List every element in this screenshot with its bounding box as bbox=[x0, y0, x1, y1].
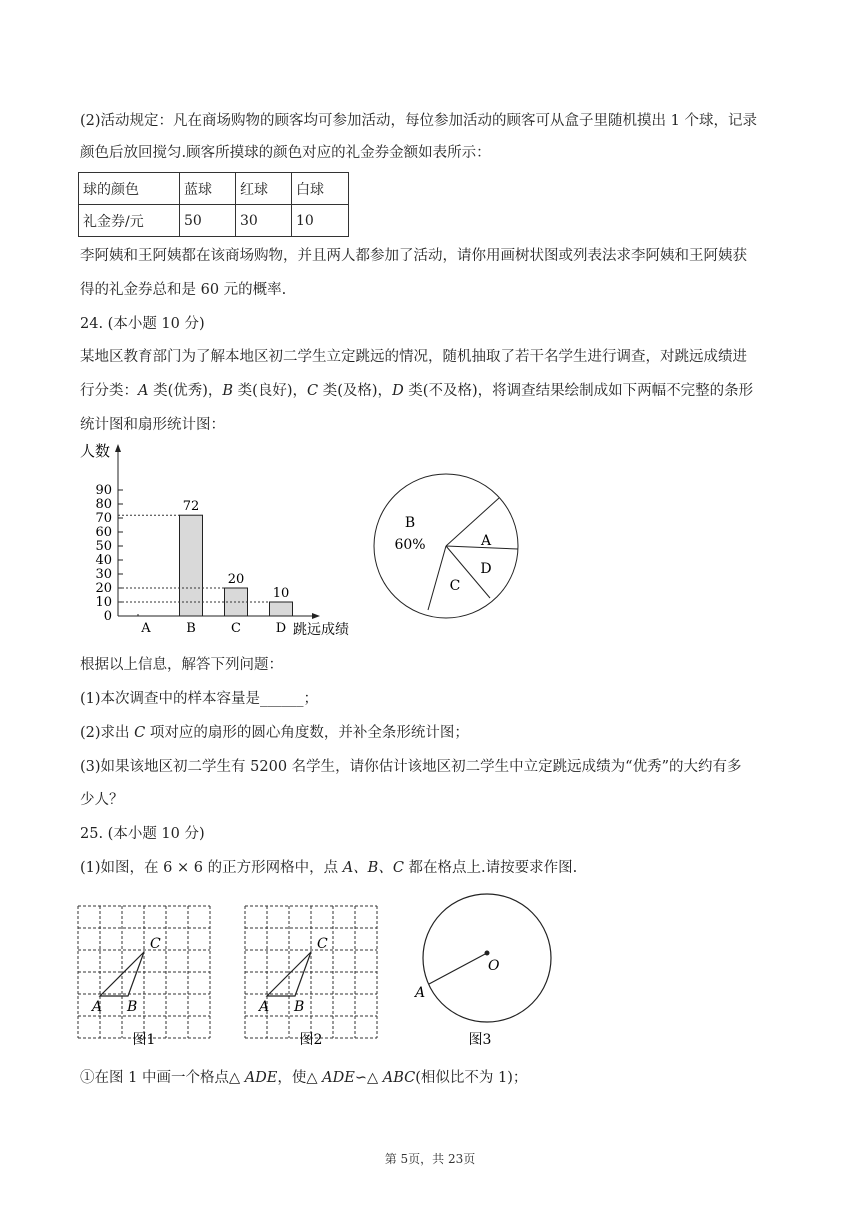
q24-s3a: (3)如果该地区初二学生有 5200 名学生，请你估计该地区初二学生中立定跳远成绩为“优秀”的大约有多 bbox=[80, 759, 742, 775]
x-axis-label: 跳远成绩 bbox=[293, 622, 349, 638]
pie-label-B: B bbox=[404, 515, 416, 531]
point-A-label: A bbox=[92, 999, 103, 1015]
text: ，使 bbox=[277, 1070, 307, 1086]
x-axis-arrow bbox=[312, 613, 320, 619]
q25-heading: 25. (本小题 10 分) bbox=[80, 826, 205, 842]
text: (相似比不为 1)； bbox=[415, 1070, 528, 1086]
q23-line4: 得的礼金券总和是 60 元的概率. bbox=[80, 282, 287, 298]
y-tick-label: 10 bbox=[95, 595, 112, 610]
table-cell: 白球 bbox=[292, 173, 349, 205]
point-C-label: C bbox=[150, 936, 161, 952]
y-tick-label: 40 bbox=[95, 553, 112, 568]
points-ABC: A、B、C bbox=[342, 860, 404, 876]
text: 都在格点上.请按要求作图. bbox=[403, 860, 578, 876]
bar-value-label: 10 bbox=[272, 586, 290, 601]
point-B-label: B bbox=[294, 999, 305, 1015]
bar-chart bbox=[70, 440, 370, 640]
text: 项对应的扇形的圆心角度数，并补全条形统计图； bbox=[145, 725, 469, 741]
text: 行分类： bbox=[80, 383, 138, 399]
q24-s3b: 少人？ bbox=[80, 792, 124, 808]
q24-heading: 24. (本小题 10 分) bbox=[80, 316, 205, 332]
table-cell: 礼金券/元 bbox=[79, 205, 180, 237]
q24-line3: 统计图和扇形统计图： bbox=[80, 417, 225, 433]
center-point bbox=[485, 951, 490, 956]
table-cell: 红球 bbox=[236, 173, 292, 205]
radius-oa bbox=[429, 953, 487, 984]
text: (1)如图，在 6 × 6 的正方形网格中，点 bbox=[80, 860, 343, 876]
table-cell: 30 bbox=[236, 205, 292, 237]
circle-o bbox=[423, 894, 551, 1022]
page-footer: 第 5页，共 23页 bbox=[384, 1152, 476, 1166]
pie-label-A: A bbox=[480, 533, 492, 549]
var-B: B bbox=[222, 383, 234, 399]
point-C-label: C bbox=[317, 936, 328, 952]
table-row bbox=[79, 205, 349, 237]
dashed-grid bbox=[78, 906, 210, 1038]
q23-line3: 李阿姨和王阿姨都在该商场购物，并且两人都参加了活动，请你用画树状图或列表法求李阿姨和王阿姨获 bbox=[80, 248, 747, 264]
var-D: D bbox=[392, 383, 404, 399]
var-C: C bbox=[134, 725, 146, 741]
bar bbox=[180, 515, 203, 616]
x-tick-label: D bbox=[275, 621, 287, 636]
y-tick-label: 50 bbox=[95, 539, 112, 554]
y-tick-label: 20 bbox=[95, 581, 112, 596]
figure-caption: 图3 bbox=[468, 1032, 492, 1048]
var-C: C bbox=[307, 383, 319, 399]
bar bbox=[270, 602, 293, 616]
table-cell: 蓝球 bbox=[180, 173, 236, 205]
x-tick-label: B bbox=[186, 621, 196, 636]
y-tick-label: 70 bbox=[95, 511, 112, 526]
y-tick-label: 0 bbox=[103, 609, 112, 624]
text: 类(良好)， bbox=[233, 383, 308, 399]
pie-label-D: D bbox=[480, 561, 492, 577]
table-cell: 10 bbox=[292, 205, 349, 237]
text: (2)求出 bbox=[80, 725, 135, 741]
y-tick-label: 60 bbox=[95, 525, 112, 540]
q24-s2 bbox=[80, 722, 780, 744]
y-tick-label: 30 bbox=[95, 567, 112, 582]
figure-caption: 图1 bbox=[132, 1032, 156, 1048]
prize-table bbox=[78, 172, 349, 237]
y-tick-label: 90 bbox=[95, 483, 112, 498]
y-tick-label: 80 bbox=[95, 497, 112, 512]
bar-value-label: 72 bbox=[182, 499, 200, 515]
dashed-grid bbox=[245, 906, 377, 1038]
table-cell: 50 bbox=[180, 205, 236, 237]
table-cell: 球的颜色 bbox=[79, 173, 180, 205]
text: 类(及格)， bbox=[318, 383, 393, 399]
y-axis-arrow bbox=[115, 444, 121, 452]
text: ①在图 1 中画一个格点 bbox=[80, 1070, 229, 1086]
q24-after: 根据以上信息，解答下列问题： bbox=[80, 657, 283, 673]
q24-s1: (1)本次调查中的样本容量是______； bbox=[80, 691, 319, 707]
grid-figure-1 bbox=[78, 906, 218, 1056]
q23-line2: 颜色后放回搅匀.顾客所摸球的颜色对应的礼金券金额如表所示： bbox=[80, 145, 491, 161]
pie-label-C: C bbox=[449, 578, 461, 594]
var-A: A bbox=[138, 383, 149, 399]
figure-caption: 图2 bbox=[299, 1032, 323, 1048]
text: 类(优秀)， bbox=[148, 383, 223, 399]
q24-line1: 某地区教育部门为了解本地区初二学生立定跳远的情况，随机抽取了若干名学生进行调查，对跳远成绩进 bbox=[80, 349, 747, 365]
q25-item1 bbox=[80, 1067, 780, 1089]
table-row bbox=[79, 173, 349, 205]
x-tick-label: C bbox=[231, 621, 241, 636]
y-axis-label: 人数 bbox=[80, 442, 111, 460]
point-A-label: A bbox=[259, 999, 270, 1015]
similarity-expr: △ ADE∽△ ABC bbox=[306, 1070, 416, 1086]
grid-figure-2 bbox=[245, 906, 385, 1056]
text: 类(不及格)，将调查结果绘制成如下两幅不完整的条形 bbox=[403, 383, 754, 399]
point-A-label: A bbox=[415, 985, 426, 1001]
q23-line1: (2)活动规定：凡在商场购物的顾客均可参加活动，每位参加活动的顾客可从盒子里随机摸出 1 个球，记录 bbox=[80, 113, 757, 129]
pie-chart bbox=[366, 469, 526, 629]
x-tick-label: A bbox=[141, 621, 151, 636]
q24-line2 bbox=[80, 380, 780, 402]
circle-figure-3 bbox=[410, 896, 560, 1046]
point-O-label: O bbox=[488, 958, 500, 974]
q25-line1 bbox=[80, 857, 780, 879]
pie-label-B-percent: 60% bbox=[394, 537, 426, 553]
bar-value-label: 20 bbox=[227, 572, 245, 587]
triangle-ade: △ ADE bbox=[228, 1070, 278, 1086]
point-B-label: B bbox=[127, 999, 138, 1015]
